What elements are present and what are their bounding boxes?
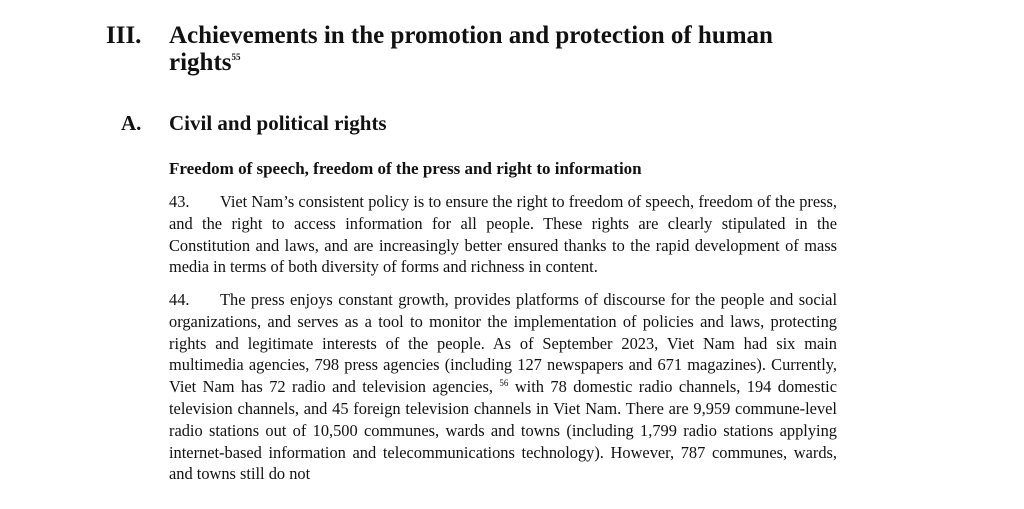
footnote-ref-56[interactable]: 56	[499, 378, 509, 389]
subheading: Freedom of speech, freedom of the press and right to information	[169, 159, 642, 178]
section-title: Civil and political rights	[169, 111, 387, 135]
chapter-title: Achievements in the promotion and protection of human rights	[169, 22, 773, 76]
paragraph-44	[169, 289, 837, 485]
paragraph-text-after-note: with 78 domestic radio channels, 194 domestic television channels, and 45 foreign television channels in Viet Nam. There are 9,959 commune-level radio stations out of 10,500 communes, wards and towns (including 1,799 radio stations applying internet-based information and telecommunications technology). However, 787 communes, wards, and towns still do not	[169, 377, 837, 484]
chapter-title-wrap	[169, 22, 809, 76]
paragraph-text: Viet Nam’s consistent policy is to ensure the right to freedom of speech, freedom of the press, and the right to access information for all people. These rights are clearly stipulated in the Constitution and laws, and are increasingly better ensured thanks to the rapid development of mass media in terms of both diversity of forms and richness in content.	[169, 192, 837, 277]
footnote-ref-55[interactable]: 55	[231, 52, 241, 62]
chapter-number: III.	[106, 22, 142, 49]
paragraph-number: 43.	[169, 192, 190, 211]
paragraph-number: 44.	[169, 290, 190, 309]
paragraph-text-before-note: The press enjoys constant growth, provides platforms of discourse for the people and social organizations, and serves as a tool to monitor the implementation of policies and laws, protecting rights and legitimate interests of the people. As of September 2023, Viet Nam had six main multimedia agencies, 798 press agencies (including 127 newspapers and 671 magazines). Currently, Viet Nam has 72 radio and television agencies,	[169, 290, 837, 397]
section-letter: A.	[121, 111, 142, 135]
paragraph-43	[169, 191, 837, 278]
